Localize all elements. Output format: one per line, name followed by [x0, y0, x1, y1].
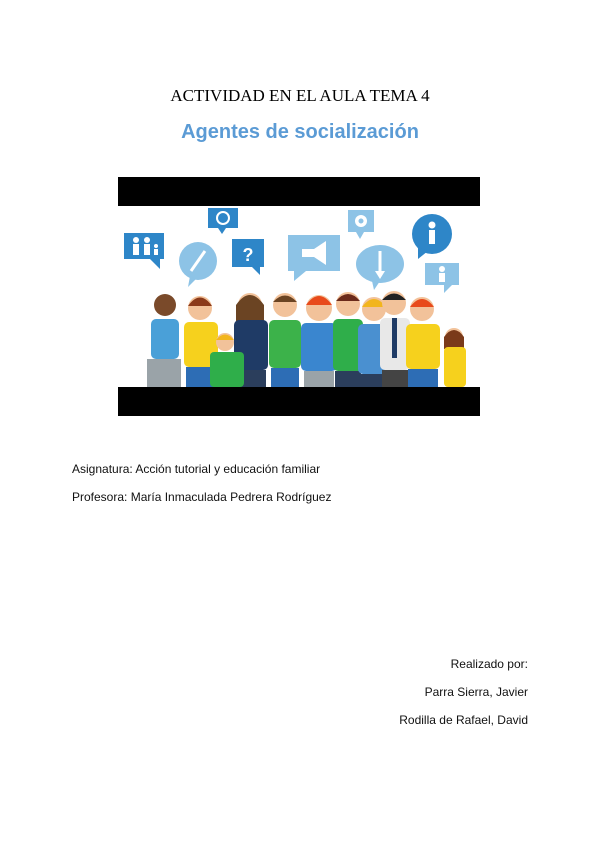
cover-image — [118, 177, 480, 416]
teacher-line: Profesora: María Inmaculada Pedrera Rodríguez — [72, 490, 332, 504]
svg-text:?: ? — [242, 245, 254, 265]
subject-line: Asignatura: Acción tutorial y educación familiar — [72, 462, 321, 476]
document-subtitle: Agentes de socialización — [181, 121, 419, 143]
author-name: Parra Sierra, Javier — [424, 685, 528, 699]
authors-label: Realizado por: — [450, 657, 528, 671]
people-illustration — [147, 291, 466, 387]
author-name: Rodilla de Rafael, David — [399, 713, 528, 727]
authors-block — [399, 657, 528, 741]
document-title: ACTIVIDAD EN EL AULA TEMA 4 — [170, 86, 430, 105]
